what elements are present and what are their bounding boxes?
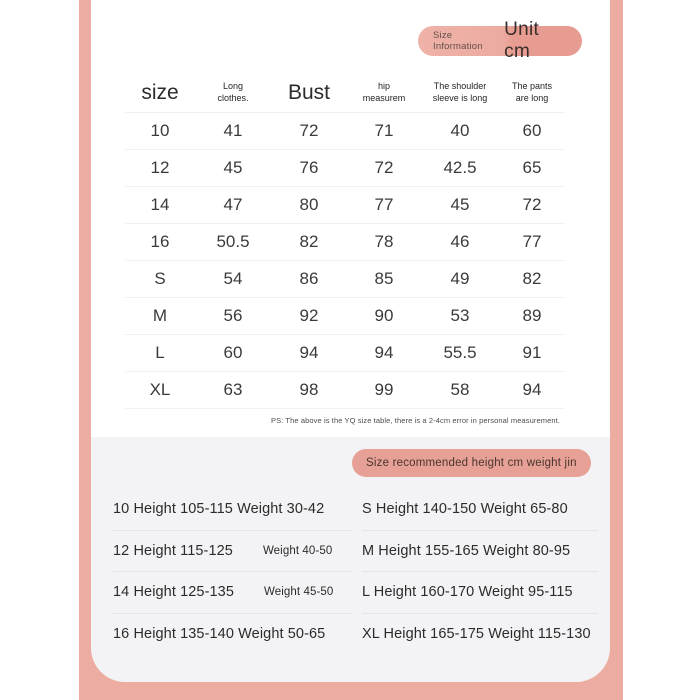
size-table-cell: 60 — [522, 121, 542, 140]
size-table-header — [125, 74, 565, 112]
size-table-cell: 85 — [374, 269, 394, 288]
column-header-line: measurem — [362, 93, 406, 103]
size-table-row — [125, 149, 565, 186]
column-header-line: clothes. — [217, 93, 249, 103]
recommendation-text: 16 Height 135-140 Weight 50-65 — [113, 625, 326, 642]
column-header-line: hip — [377, 81, 390, 92]
size-information-label: Size Information — [433, 30, 483, 52]
size-table-cell: 82 — [299, 232, 319, 251]
size-table-cell: 86 — [299, 269, 319, 288]
column-header-pants-long — [499, 74, 565, 112]
size-table-cell: 76 — [299, 158, 319, 177]
size-table-cell: 72 — [299, 121, 319, 140]
recommendation-text: 14 Height 125-135 — [113, 584, 235, 601]
size-table-cell: 16 — [150, 232, 170, 251]
recommendation-item — [113, 489, 353, 530]
size-table-cell: 10 — [150, 121, 170, 140]
size-table-cell: 45 — [223, 158, 243, 177]
size-information-badge — [418, 19, 582, 62]
size-table-row — [125, 186, 565, 223]
size-table-cell: 54 — [223, 269, 243, 288]
column-header-size — [125, 74, 195, 112]
size-table-cell: L — [155, 343, 165, 362]
recommendation-item — [113, 571, 353, 613]
size-table-cell: 71 — [374, 121, 394, 140]
size-table-cell: 60 — [223, 343, 243, 362]
column-header-line: Long — [222, 81, 244, 92]
unit-cm-label: Unit cm — [504, 19, 540, 62]
column-header-line: The shoulder — [433, 81, 487, 92]
recommendation-weight-small: Weight 45-50 — [264, 586, 334, 599]
size-table-cell: 94 — [299, 343, 319, 362]
size-table-cell: 46 — [450, 232, 470, 251]
size-table-cell: M — [152, 306, 168, 325]
recommendation-badge: Size recommended height cm weight jin — [352, 449, 591, 477]
column-header-line: sleeve is long — [432, 93, 488, 103]
size-table-cell: 49 — [450, 269, 470, 288]
column-header-line: size — [141, 81, 179, 104]
recommendation-item — [362, 613, 598, 655]
recommendation-text: S Height 140-150 Weight 65-80 — [362, 501, 568, 518]
size-table-cell: 72 — [522, 195, 542, 214]
size-table-cell: 98 — [299, 380, 319, 399]
size-table-row — [125, 297, 565, 334]
recommendation-text: M Height 155-165 Weight 80-95 — [362, 542, 571, 559]
size-table-body — [125, 112, 565, 409]
size-table-cell: 89 — [522, 306, 542, 325]
column-header-line: Bust — [287, 81, 331, 104]
column-header-line: The pants — [511, 81, 553, 92]
recommendation-item — [362, 530, 598, 572]
size-table-cell: 47 — [223, 195, 243, 214]
recommendation-item — [113, 613, 353, 655]
recommendation-weight-small: Weight 40-50 — [262, 544, 333, 557]
recommendation-text: 12 Height 115-125 — [113, 542, 233, 559]
size-table-cell: 77 — [522, 232, 542, 251]
column-header-long-clothes — [195, 74, 271, 112]
size-table-cell: 50.5 — [216, 232, 250, 251]
size-table-cell: S — [154, 269, 166, 288]
size-table-cell: 63 — [223, 380, 243, 399]
recommendation-item — [113, 530, 353, 572]
column-header-hip-measurem — [347, 74, 421, 112]
size-table-cell: 14 — [150, 195, 170, 214]
size-table-cell: 99 — [374, 380, 394, 399]
size-table-cell: 94 — [522, 380, 542, 399]
size-table-cell: 77 — [374, 195, 394, 214]
size-table-cell: 91 — [522, 343, 542, 362]
size-table-cell: 65 — [522, 158, 542, 177]
size-table-cell: 82 — [522, 269, 542, 288]
recommendation-text: 10 Height 105-115 Weight 30-42 — [113, 501, 325, 518]
column-header-shoulder-sleeve — [421, 74, 499, 112]
recommendation-item — [362, 489, 598, 530]
rec-list-right — [362, 489, 598, 654]
recommendation-text: L Height 160-170 Weight 95-115 — [362, 584, 573, 601]
column-header-bust — [271, 74, 347, 112]
size-table-cell: 94 — [374, 343, 394, 362]
size-table-cell: 53 — [450, 306, 470, 325]
size-table-cell: 80 — [299, 195, 319, 214]
size-table-cell: 45 — [450, 195, 470, 214]
column-header-line: are long — [515, 93, 549, 103]
size-table-row — [125, 260, 565, 297]
size-table-cell: 41 — [223, 121, 243, 140]
size-table-cell: 56 — [223, 306, 243, 325]
size-table-cell: 42.5 — [443, 158, 477, 177]
size-table-row — [125, 334, 565, 371]
rec-list-left — [113, 489, 353, 654]
size-table-cell: XL — [149, 380, 171, 399]
size-table-cell: 40 — [450, 121, 470, 140]
size-table-cell: 90 — [374, 306, 394, 325]
size-table-row — [125, 223, 565, 260]
size-table-cell: 55.5 — [443, 343, 477, 362]
size-table-row — [125, 371, 565, 408]
recommendation-item — [362, 571, 598, 613]
size-table-row — [125, 112, 565, 149]
size-table-cell: 78 — [374, 232, 394, 251]
size-table-cell: 92 — [299, 306, 319, 325]
measurement-error-note: PS: The above is the YQ size table, there is a 2-4cm error in personal measurement. — [271, 416, 560, 425]
recommendation-text: XL Height 165-175 Weight 115-130 — [362, 625, 591, 642]
size-table-cell: 72 — [374, 158, 394, 177]
size-table — [125, 74, 565, 409]
size-table-cell: 58 — [450, 380, 470, 399]
size-table-cell: 12 — [150, 158, 170, 177]
